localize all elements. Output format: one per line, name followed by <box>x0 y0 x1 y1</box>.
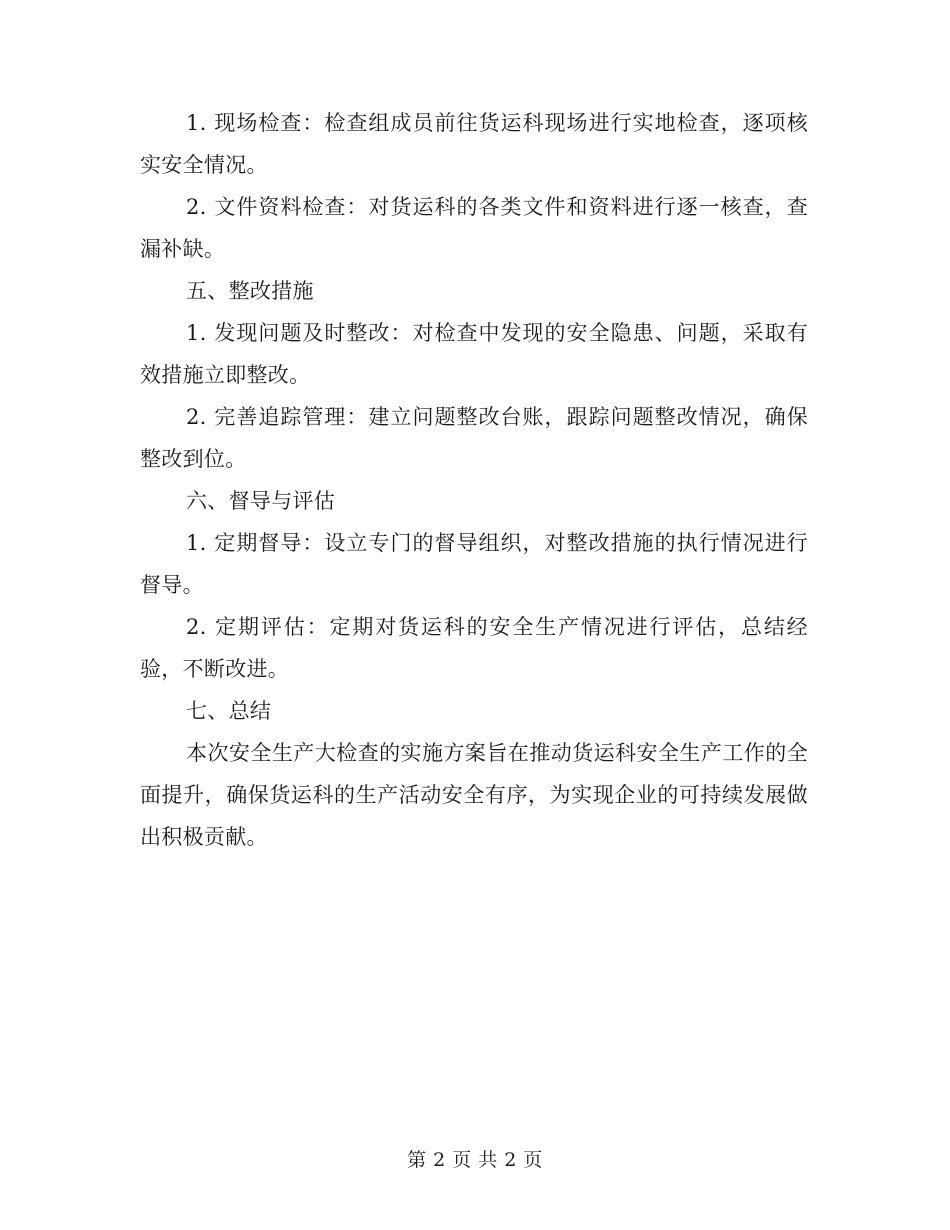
section-heading-rectification: 五、整改措施 <box>186 279 314 303</box>
paragraph-regular-supervision: 1. 定期督导：设立专门的督导组织，对整改措施的执行情况进行督导。 <box>140 531 808 597</box>
paragraph-timely-rectification: 1. 发现问题及时整改：对检查中发现的安全隐患、问题，采取有效措施立即整改。 <box>140 321 808 387</box>
section-heading-supervision: 六、督导与评估 <box>186 489 336 513</box>
paragraph-regular-evaluation: 2. 定期评估：定期对货运科的安全生产情况进行评估，总结经验，不断改进。 <box>140 615 808 681</box>
section-heading-summary: 七、总结 <box>186 699 272 723</box>
paragraph-onsite-inspection: 1. 现场检查：检查组成员前往货运科现场进行实地检查，逐项核实安全情况。 <box>140 111 808 177</box>
page-number-footer: 第 2 页 共 2 页 <box>407 1149 543 1171</box>
paragraph-document-inspection: 2. 文件资料检查：对货运科的各类文件和资料进行逐一核查，查漏补缺。 <box>140 195 808 261</box>
paragraph-tracking-management: 2. 完善追踪管理：建立问题整改台账，跟踪问题整改情况，确保整改到位。 <box>140 405 808 471</box>
document-body <box>140 102 808 858</box>
paragraph-summary: 本次安全生产大检查的实施方案旨在推动货运科安全生产工作的全面提升，确保货运科的生产活动安全有序，为实现企业的可持续发展做出积极贡献。 <box>140 741 808 849</box>
